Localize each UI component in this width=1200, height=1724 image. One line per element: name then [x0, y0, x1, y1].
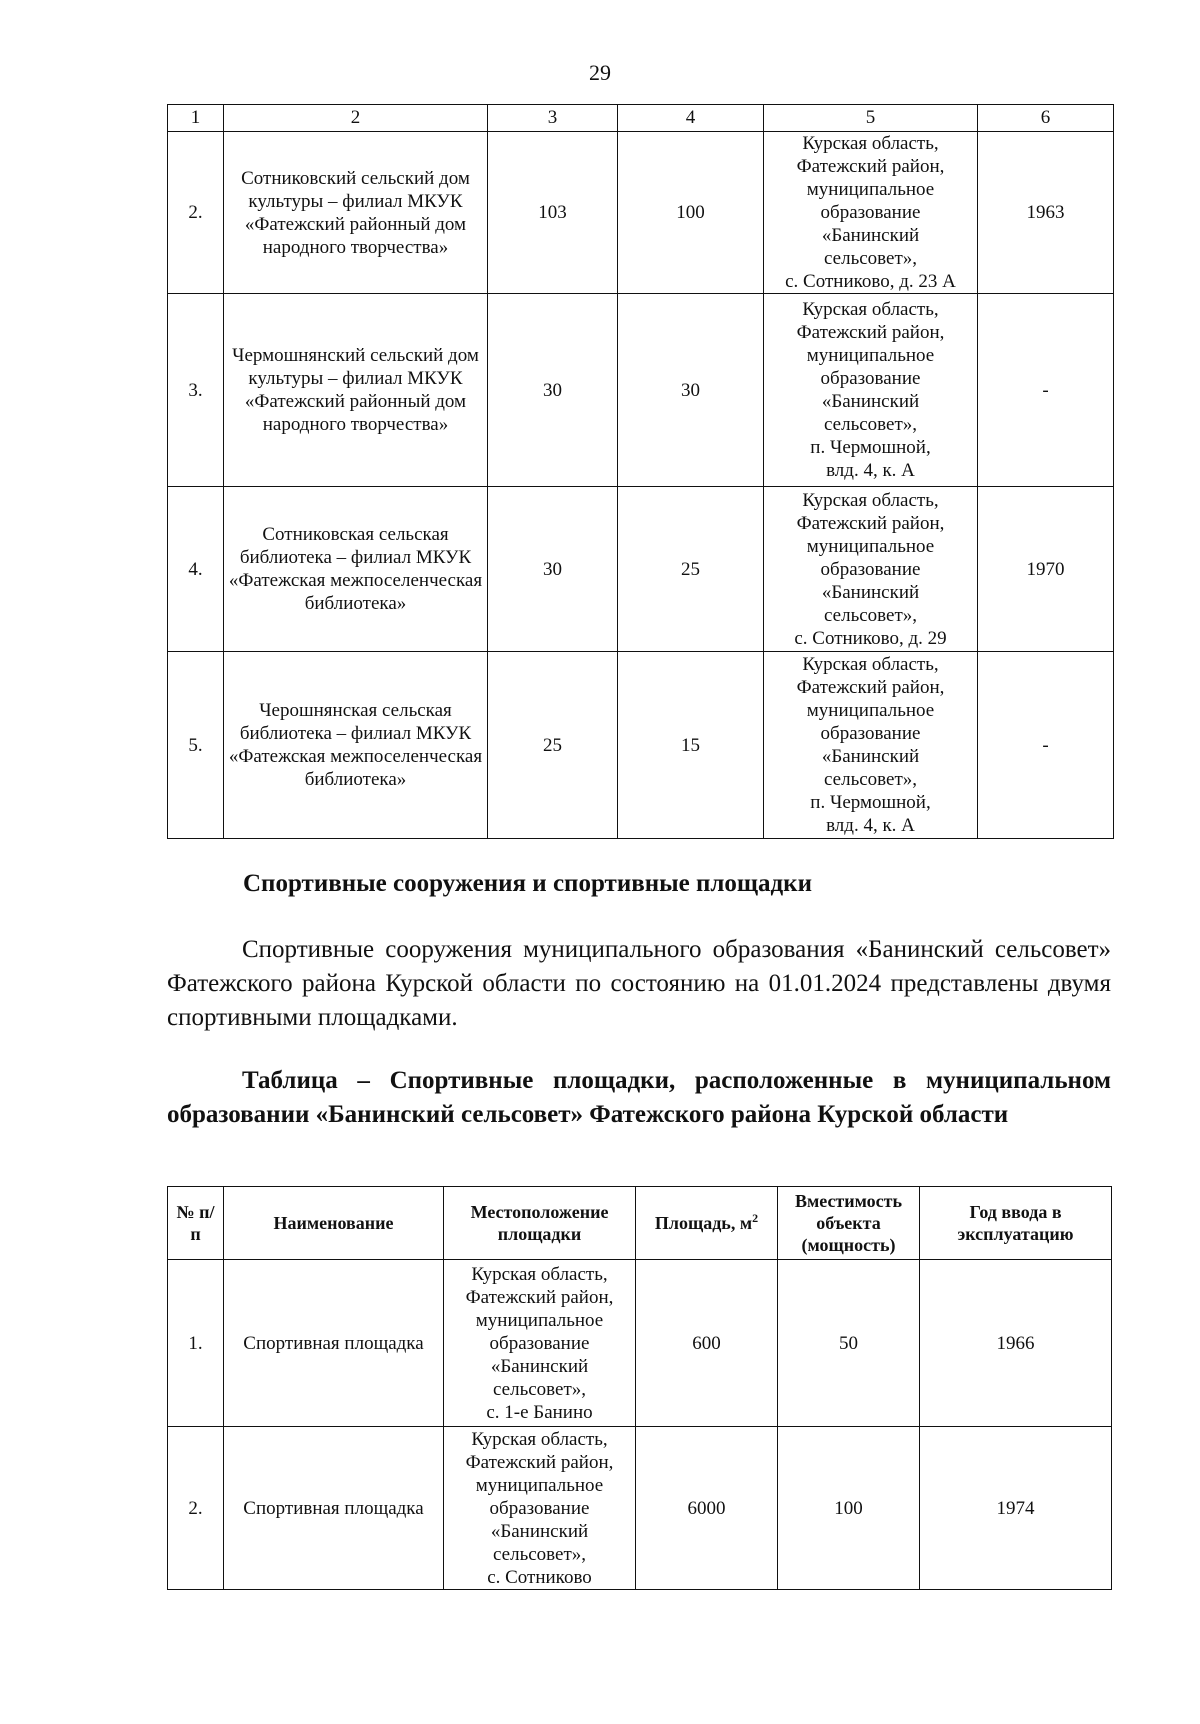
- column-4-value: 30: [618, 294, 764, 487]
- column-3-value: 25: [488, 652, 618, 839]
- facility-name: Черошнянская сельская библиотека – филиал МКУК «Фатежская межпоселенческая библиотека»: [224, 652, 488, 839]
- address-line: Фатежский район,: [796, 512, 945, 534]
- address-line: сельсовет»,: [823, 604, 918, 626]
- address-line: Курская область,: [802, 299, 939, 320]
- column-4-value: 100: [618, 132, 764, 294]
- address-line: Фатежский район,: [465, 1451, 614, 1473]
- address-line: Курская область,: [471, 1428, 608, 1450]
- column-6-value: -: [978, 652, 1114, 839]
- address-line: муниципальное: [475, 1309, 604, 1331]
- facility-name: Сотниковский сельский дом культуры – филиал МКУК «Фатежский районный дом народного творчества»: [224, 132, 488, 294]
- address-line: муниципальное: [475, 1474, 604, 1496]
- address-line: сельсовет»,: [823, 248, 918, 269]
- address-line: с. Сотниково: [487, 1566, 592, 1588]
- column-header: 3: [488, 105, 618, 132]
- address-line: сельсовет»,: [492, 1378, 587, 1400]
- address-line: муниципальное: [806, 179, 935, 200]
- row-number: 3.: [168, 294, 224, 487]
- address-line: п. Чермошной,: [810, 437, 931, 458]
- address-line: Фатежский район,: [796, 677, 945, 698]
- header-area-label: Площадь, м: [654, 1213, 753, 1233]
- column-header: 5: [764, 105, 978, 132]
- address-line: сельсовет»,: [823, 769, 918, 790]
- address-line: сельсовет»,: [823, 414, 918, 435]
- ground-area: 6000: [636, 1427, 778, 1590]
- column-4-value: 25: [618, 487, 764, 652]
- table-row: [168, 1260, 1112, 1427]
- table-caption: Таблица – Спортивные площадки, расположенные в муниципальном образовании «Банинский сельсовет» Фатежского района Курской области: [167, 1067, 1111, 1128]
- column-6-value: 1970: [978, 487, 1114, 652]
- row-number: 2.: [168, 1427, 224, 1590]
- facility-address: [764, 652, 978, 839]
- header-area-superscript: 2: [752, 1211, 759, 1225]
- address-line: Курская область,: [802, 489, 939, 511]
- header-year: Год ввода в эксплуатацию: [920, 1187, 1112, 1260]
- facility-name: Чермошнянский сельский дом культуры – филиал МКУК «Фатежский районный дом народного творчества»: [224, 294, 488, 487]
- address-line: сельсовет»,: [492, 1543, 587, 1565]
- column-4-value: 15: [618, 652, 764, 839]
- header-name: Наименование: [224, 1187, 444, 1260]
- ground-year: 1966: [920, 1260, 1112, 1427]
- address-line: Курская область,: [802, 133, 939, 154]
- section-paragraph: Спортивные сооружения муниципального образования «Банинский сельсовет» Фатежского района Курской области по состоянию на 01.01.2024 представлены двумя спортивными площадками.: [167, 936, 1111, 1031]
- facility-address: [764, 132, 978, 294]
- address-line: образование: [820, 368, 921, 389]
- column-6-value: 1963: [978, 132, 1114, 294]
- address-line: с. 1-е Банино: [486, 1401, 593, 1423]
- address-line: с. Сотниково, д. 29: [794, 627, 947, 649]
- facility-name: Сотниковская сельская библиотека – филиал МКУК «Фатежская межпоселенческая библиотека»: [224, 487, 488, 652]
- ground-location: [444, 1427, 636, 1590]
- ground-location: [444, 1260, 636, 1427]
- address-line: муниципальное: [806, 700, 935, 721]
- ground-name: Спортивная площадка: [224, 1427, 444, 1590]
- address-line: п. Чермошной,: [810, 792, 931, 813]
- address-line: муниципальное: [806, 535, 935, 557]
- table-header-row: [168, 105, 1114, 132]
- address-line: муниципальное: [806, 345, 935, 366]
- column-3-value: 103: [488, 132, 618, 294]
- header-location: Местоположение площадки: [444, 1187, 636, 1260]
- address-line: Курская область,: [471, 1263, 608, 1285]
- column-6-value: -: [978, 294, 1114, 487]
- header-area: [636, 1187, 778, 1260]
- ground-capacity: 100: [778, 1427, 920, 1590]
- table-row: [168, 652, 1114, 839]
- address-line: «Банинский: [821, 391, 920, 412]
- address-line: «Банинский: [821, 746, 920, 767]
- address-line: влд. 4, к. А: [826, 815, 915, 836]
- address-line: влд. 4, к. А: [826, 460, 915, 481]
- address-line: образование: [820, 723, 921, 744]
- address-line: «Банинский: [821, 581, 920, 603]
- address-line: «Банинский: [490, 1355, 589, 1377]
- table-header-row: [168, 1187, 1112, 1260]
- section-heading: Спортивные сооружения и спортивные площадки: [243, 870, 812, 897]
- page-number: 29: [589, 60, 611, 85]
- column-header: 2: [224, 105, 488, 132]
- header-capacity: Вместимость объекта (мощность): [778, 1187, 920, 1260]
- address-line: Фатежский район,: [465, 1286, 614, 1308]
- address-line: «Банинский: [821, 225, 920, 246]
- address-line: Фатежский район,: [796, 322, 945, 343]
- ground-year: 1974: [920, 1427, 1112, 1590]
- address-line: Фатежский район,: [796, 156, 945, 177]
- address-line: образование: [820, 558, 921, 580]
- column-3-value: 30: [488, 294, 618, 487]
- table-row: [168, 487, 1114, 652]
- address-line: образование: [489, 1497, 590, 1519]
- facility-address: [764, 294, 978, 487]
- sports-grounds-table: [167, 1186, 1112, 1590]
- table-row: [168, 132, 1114, 294]
- row-number: 5.: [168, 652, 224, 839]
- ground-name: Спортивная площадка: [224, 1260, 444, 1427]
- address-line: с. Сотниково, д. 23 А: [785, 271, 956, 292]
- address-line: «Банинский: [490, 1520, 589, 1542]
- address-line: Курская область,: [802, 654, 939, 675]
- facility-address: [764, 487, 978, 652]
- column-header: 1: [168, 105, 224, 132]
- facilities-table: [167, 104, 1114, 839]
- row-number: 4.: [168, 487, 224, 652]
- address-line: образование: [489, 1332, 590, 1354]
- table-row: [168, 294, 1114, 487]
- table-row: [168, 1427, 1112, 1590]
- ground-capacity: 50: [778, 1260, 920, 1427]
- header-number: № п/п: [168, 1187, 224, 1260]
- ground-area: 600: [636, 1260, 778, 1427]
- column-header: 4: [618, 105, 764, 132]
- column-3-value: 30: [488, 487, 618, 652]
- row-number: 2.: [168, 132, 224, 294]
- column-header: 6: [978, 105, 1114, 132]
- row-number: 1.: [168, 1260, 224, 1427]
- address-line: образование: [820, 202, 921, 223]
